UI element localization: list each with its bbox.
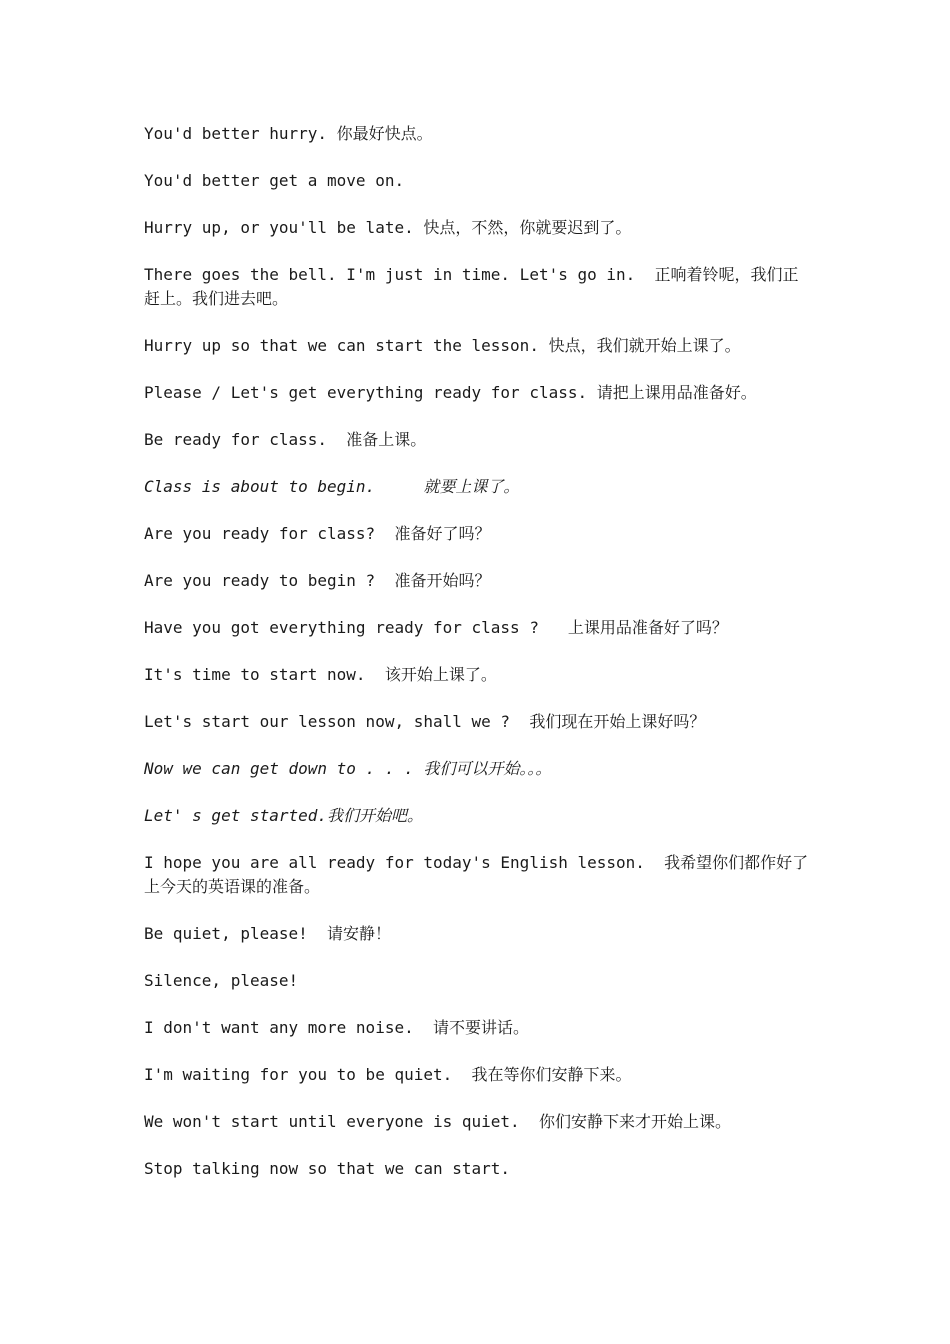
phrase-line: Silence, please!	[144, 971, 299, 990]
phrase-line: Be quiet, please! 请安静！	[144, 924, 392, 943]
phrase-line: Hurry up, or you'll be late. 快点，不然，你就要迟到了。	[144, 218, 632, 237]
phrase-line: You'd better hurry. 你最好快点。	[144, 124, 433, 143]
phrase-line: You'd better get a move on.	[144, 171, 405, 190]
phrase-line: Hurry up so that we can start the lesson. 快点，我们就开始上课了。	[144, 336, 741, 355]
phrase-line: Now we can get down to . . . 我们可以开始。。。	[144, 759, 552, 778]
phrase-line: Be ready for class. 准备上课。	[144, 430, 427, 449]
phrase-line: We won't start until everyone is quiet. 你们安静下来才开始上课。	[144, 1112, 731, 1131]
phrase-line: Please / Let's get everything ready for class. 请把上课用品准备好。	[144, 383, 757, 402]
phrase-line: Stop talking now so that we can start.	[144, 1159, 511, 1178]
phrase-line: I don't want any more noise. 请不要讲话。	[144, 1018, 529, 1037]
phrase-line: Have you got everything ready for class ? 上课用品准备好了吗？	[144, 618, 728, 637]
phrase-line: It's time to start now. 该开始上课了。	[144, 665, 497, 684]
phrase-line: Class is about to begin. 就要上课了。	[144, 477, 520, 496]
phrase-line: Let' s get started.我们开始吧。	[144, 806, 424, 825]
phrase-line: There goes the bell. I'm just in time. Let's go in. 正响着铃呢，我们正赶上。我们进去吧。	[144, 265, 799, 308]
phrase-line: I'm waiting for you to be quiet. 我在等你们安静下来。	[144, 1065, 632, 1084]
phrase-line: Are you ready to begin ? 准备开始吗？	[144, 571, 491, 590]
phrase-line: Are you ready for class? 准备好了吗？	[144, 524, 491, 543]
phrase-line: I hope you are all ready for today's English lesson. 我希望你们都作好了上今天的英语课的准备。	[144, 853, 809, 896]
phrase-line: Let's start our lesson now, shall we ? 我们现在开始上课好吗？	[144, 712, 706, 731]
phrase-list	[144, 122, 814, 1204]
